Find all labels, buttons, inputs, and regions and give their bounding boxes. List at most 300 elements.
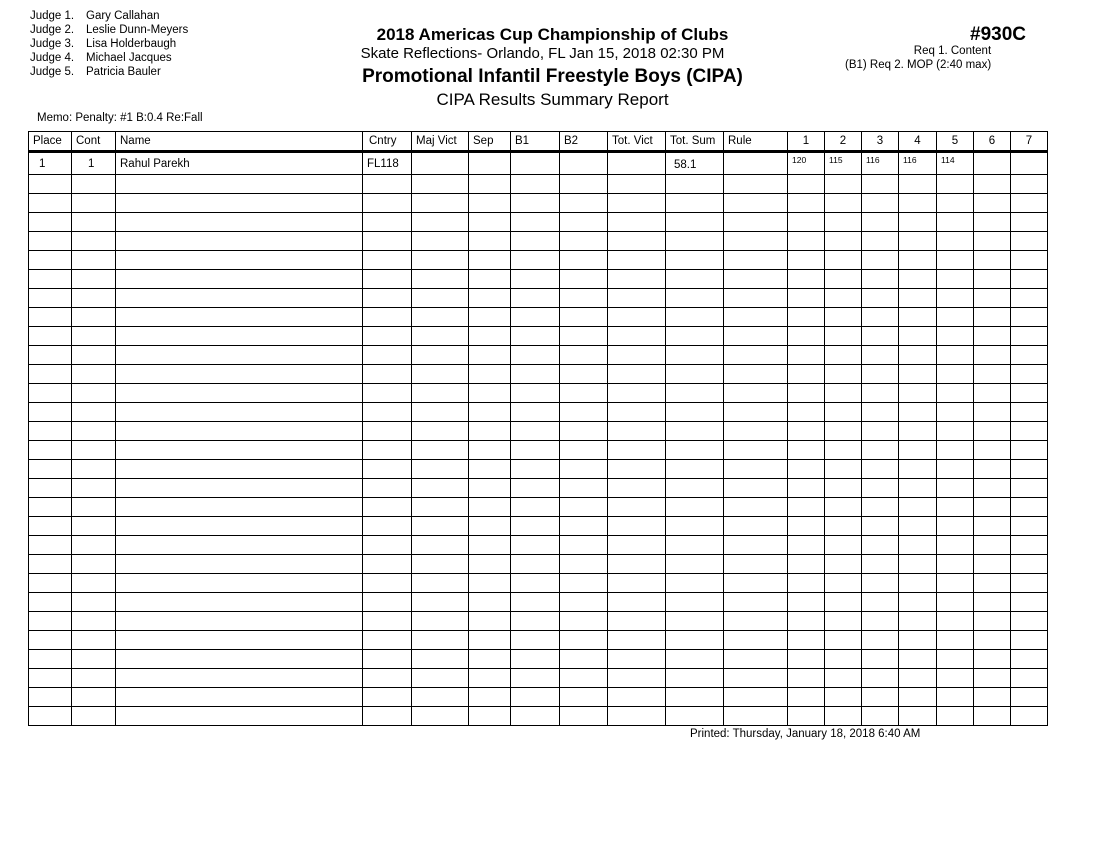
empty-cell [72, 441, 116, 460]
empty-cell [825, 270, 862, 289]
empty-cell [724, 289, 788, 308]
empty-cell [363, 707, 412, 726]
empty-cell [469, 403, 511, 422]
empty-cell [72, 593, 116, 612]
empty-cell [72, 175, 116, 194]
empty-cell [412, 593, 469, 612]
empty-cell [72, 251, 116, 270]
table-row [29, 346, 1048, 365]
empty-cell [825, 346, 862, 365]
empty-cell [825, 213, 862, 232]
empty-cell [937, 593, 974, 612]
empty-cell [363, 479, 412, 498]
empty-cell [608, 498, 666, 517]
empty-cell [1011, 270, 1048, 289]
empty-cell [724, 251, 788, 270]
empty-cell [862, 460, 899, 479]
empty-cell [974, 593, 1011, 612]
empty-cell [724, 650, 788, 669]
empty-cell [608, 213, 666, 232]
column-header: Tot. Vict [608, 132, 666, 152]
empty-cell [412, 213, 469, 232]
empty-cell [511, 669, 560, 688]
empty-cell [666, 593, 724, 612]
empty-cell [666, 650, 724, 669]
empty-cell [937, 650, 974, 669]
empty-cell [666, 232, 724, 251]
empty-cell [116, 460, 363, 479]
table-row [29, 536, 1048, 555]
empty-cell [608, 232, 666, 251]
empty-cell [788, 498, 825, 517]
empty-cell [116, 688, 363, 707]
empty-cell [412, 612, 469, 631]
empty-cell [937, 536, 974, 555]
empty-cell [511, 403, 560, 422]
empty-cell [788, 441, 825, 460]
requirement: Req 1. Content [913, 45, 992, 57]
empty-cell [666, 669, 724, 688]
cell-name: Rahul Parekh [116, 152, 363, 175]
empty-cell [937, 175, 974, 194]
empty-cell [825, 384, 862, 403]
cell-maj-vict [412, 152, 469, 175]
judge-entry [30, 9, 188, 23]
empty-cell [825, 194, 862, 213]
table-row [29, 289, 1048, 308]
empty-cell [825, 555, 862, 574]
empty-cell [363, 346, 412, 365]
empty-cell [560, 251, 608, 270]
empty-cell [899, 232, 937, 251]
empty-cell [937, 479, 974, 498]
empty-cell [899, 479, 937, 498]
empty-cell [788, 479, 825, 498]
empty-cell [862, 251, 899, 270]
empty-cell [666, 555, 724, 574]
empty-cell [560, 498, 608, 517]
empty-cell [666, 517, 724, 536]
empty-cell [862, 346, 899, 365]
empty-cell [511, 422, 560, 441]
empty-cell [899, 555, 937, 574]
empty-cell [72, 270, 116, 289]
empty-cell [825, 669, 862, 688]
judge-number: Judge 1. [30, 10, 75, 22]
empty-cell [788, 460, 825, 479]
empty-cell [1011, 403, 1048, 422]
empty-cell [469, 650, 511, 669]
empty-cell [862, 555, 899, 574]
empty-cell [862, 365, 899, 384]
empty-cell [974, 327, 1011, 346]
empty-cell [1011, 460, 1048, 479]
empty-cell [974, 251, 1011, 270]
empty-cell [363, 403, 412, 422]
empty-cell [899, 612, 937, 631]
empty-cell [608, 422, 666, 441]
empty-cell [862, 308, 899, 327]
empty-cell [1011, 289, 1048, 308]
empty-cell [29, 213, 72, 232]
empty-cell [469, 612, 511, 631]
column-header: 3 [862, 132, 899, 152]
empty-cell [899, 403, 937, 422]
empty-cell [724, 688, 788, 707]
empty-cell [560, 346, 608, 365]
empty-cell [825, 365, 862, 384]
empty-cell [608, 270, 666, 289]
empty-cell [29, 327, 72, 346]
empty-cell [72, 650, 116, 669]
empty-cell [724, 327, 788, 346]
empty-cell [862, 631, 899, 650]
empty-cell [974, 289, 1011, 308]
empty-cell [608, 460, 666, 479]
empty-cell [72, 213, 116, 232]
table-row [29, 707, 1048, 726]
empty-cell [825, 650, 862, 669]
table-header [29, 132, 1048, 152]
empty-cell [899, 384, 937, 403]
empty-cell [29, 555, 72, 574]
empty-cell [1011, 346, 1048, 365]
empty-cell [1011, 555, 1048, 574]
empty-cell [899, 441, 937, 460]
empty-cell [560, 213, 608, 232]
judge-name: Leslie Dunn-Meyers [86, 24, 189, 36]
empty-cell [974, 669, 1011, 688]
empty-cell [937, 327, 974, 346]
empty-cell [899, 498, 937, 517]
empty-cell [937, 289, 974, 308]
empty-cell [29, 365, 72, 384]
empty-cell [363, 460, 412, 479]
empty-cell [469, 498, 511, 517]
empty-cell [29, 669, 72, 688]
table-row [29, 175, 1048, 194]
empty-cell [724, 631, 788, 650]
column-header: 1 [788, 132, 825, 152]
empty-cell [825, 327, 862, 346]
empty-cell [511, 384, 560, 403]
empty-cell [825, 574, 862, 593]
empty-cell [608, 175, 666, 194]
empty-cell [363, 669, 412, 688]
empty-cell [116, 251, 363, 270]
empty-cell [937, 251, 974, 270]
table-row [29, 441, 1048, 460]
empty-cell [511, 232, 560, 251]
empty-cell [1011, 669, 1048, 688]
empty-cell [724, 612, 788, 631]
empty-cell [116, 270, 363, 289]
empty-cell [608, 593, 666, 612]
empty-cell [899, 669, 937, 688]
empty-cell [29, 574, 72, 593]
empty-cell [666, 289, 724, 308]
empty-cell [1011, 251, 1048, 270]
column-header: Place [29, 132, 72, 152]
empty-cell [1011, 631, 1048, 650]
empty-cell [862, 669, 899, 688]
empty-cell [116, 175, 363, 194]
empty-cell [862, 593, 899, 612]
empty-cell [825, 517, 862, 536]
empty-cell [788, 593, 825, 612]
empty-cell [363, 213, 412, 232]
table-row [29, 517, 1048, 536]
cell-judge-score: 115 [825, 152, 862, 175]
empty-cell [1011, 574, 1048, 593]
table-row [29, 327, 1048, 346]
empty-cell [560, 384, 608, 403]
empty-cell [937, 232, 974, 251]
empty-cell [899, 327, 937, 346]
empty-cell [412, 270, 469, 289]
empty-cell [724, 175, 788, 194]
empty-cell [412, 422, 469, 441]
empty-cell [511, 365, 560, 384]
empty-cell [560, 460, 608, 479]
empty-cell [974, 441, 1011, 460]
empty-cell [666, 384, 724, 403]
empty-cell [116, 384, 363, 403]
empty-cell [469, 574, 511, 593]
empty-cell [825, 308, 862, 327]
empty-cell [899, 688, 937, 707]
empty-cell [788, 365, 825, 384]
empty-cell [72, 289, 116, 308]
cell-b2 [560, 152, 608, 175]
empty-cell [29, 631, 72, 650]
empty-cell [116, 707, 363, 726]
empty-cell [1011, 384, 1048, 403]
cell-b1 [511, 152, 560, 175]
empty-cell [469, 669, 511, 688]
empty-cell [511, 479, 560, 498]
empty-cell [511, 555, 560, 574]
table-row [29, 688, 1048, 707]
empty-cell [974, 612, 1011, 631]
column-header: 7 [1011, 132, 1048, 152]
empty-cell [29, 232, 72, 251]
column-header: B2 [560, 132, 608, 152]
empty-cell [72, 612, 116, 631]
empty-cell [511, 251, 560, 270]
empty-cell [788, 650, 825, 669]
empty-cell [469, 555, 511, 574]
empty-cell [937, 612, 974, 631]
empty-cell [899, 270, 937, 289]
empty-cell [974, 460, 1011, 479]
table-row [29, 251, 1048, 270]
empty-cell [724, 194, 788, 213]
empty-cell [1011, 593, 1048, 612]
judge-number: Judge 5. [30, 66, 75, 78]
empty-cell [363, 384, 412, 403]
empty-cell [825, 688, 862, 707]
judge-number: Judge 2. [30, 24, 75, 36]
empty-cell [608, 688, 666, 707]
empty-cell [1011, 422, 1048, 441]
empty-cell [608, 327, 666, 346]
column-header: 2 [825, 132, 862, 152]
empty-cell [29, 498, 72, 517]
empty-cell [899, 346, 937, 365]
empty-cell [788, 574, 825, 593]
venue-date: Skate Reflections- Orlando, FL Jan 15, 2018 02:30 PM [360, 45, 725, 62]
column-header: Sep [469, 132, 511, 152]
cell-cntry: FL118 [363, 152, 412, 175]
empty-cell [974, 175, 1011, 194]
empty-cell [72, 574, 116, 593]
empty-cell [511, 574, 560, 593]
empty-cell [560, 669, 608, 688]
empty-cell [974, 365, 1011, 384]
empty-cell [412, 384, 469, 403]
report-title: CIPA Results Summary Report [436, 90, 669, 109]
empty-cell [937, 308, 974, 327]
empty-cell [666, 251, 724, 270]
empty-cell [1011, 308, 1048, 327]
empty-cell [412, 669, 469, 688]
judge-number: Judge 3. [30, 38, 75, 50]
empty-cell [666, 270, 724, 289]
empty-cell [363, 289, 412, 308]
empty-cell [72, 669, 116, 688]
empty-cell [116, 232, 363, 251]
empty-cell [666, 460, 724, 479]
empty-cell [363, 688, 412, 707]
empty-cell [608, 517, 666, 536]
empty-cell [788, 517, 825, 536]
empty-cell [1011, 612, 1048, 631]
empty-cell [937, 365, 974, 384]
empty-cell [116, 479, 363, 498]
empty-cell [412, 574, 469, 593]
empty-cell [511, 517, 560, 536]
empty-cell [72, 688, 116, 707]
empty-cell [974, 403, 1011, 422]
empty-cell [862, 289, 899, 308]
empty-cell [666, 365, 724, 384]
table-row [29, 213, 1048, 232]
cell-rule [724, 152, 788, 175]
empty-cell [363, 327, 412, 346]
empty-cell [560, 403, 608, 422]
empty-cell [666, 308, 724, 327]
empty-cell [560, 289, 608, 308]
empty-cell [116, 327, 363, 346]
empty-cell [72, 194, 116, 213]
empty-cell [608, 479, 666, 498]
empty-cell [412, 327, 469, 346]
empty-cell [862, 650, 899, 669]
judge-name: Michael Jacques [86, 52, 172, 64]
empty-cell [412, 175, 469, 194]
memo: Memo: Penalty: #1 B:0.4 Re:Fall [37, 112, 203, 124]
empty-cell [974, 213, 1011, 232]
empty-cell [862, 536, 899, 555]
empty-cell [788, 707, 825, 726]
empty-cell [469, 327, 511, 346]
empty-cell [666, 498, 724, 517]
empty-cell [1011, 232, 1048, 251]
empty-cell [412, 403, 469, 422]
empty-cell [724, 669, 788, 688]
empty-cell [72, 555, 116, 574]
empty-cell [825, 289, 862, 308]
empty-cell [724, 346, 788, 365]
empty-cell [412, 479, 469, 498]
empty-cell [29, 460, 72, 479]
judge-name: Gary Callahan [86, 10, 160, 22]
empty-cell [511, 460, 560, 479]
empty-cell [724, 555, 788, 574]
empty-cell [116, 669, 363, 688]
empty-cell [116, 650, 363, 669]
empty-cell [825, 403, 862, 422]
empty-cell [363, 498, 412, 517]
empty-cell [862, 213, 899, 232]
empty-cell [899, 365, 937, 384]
empty-cell [608, 441, 666, 460]
empty-cell [974, 555, 1011, 574]
empty-cell [724, 365, 788, 384]
column-header: Name [116, 132, 363, 152]
empty-cell [899, 631, 937, 650]
empty-cell [937, 688, 974, 707]
table-row [29, 365, 1048, 384]
empty-cell [363, 232, 412, 251]
empty-cell [666, 612, 724, 631]
empty-cell [1011, 213, 1048, 232]
table-row [29, 574, 1048, 593]
empty-cell [469, 688, 511, 707]
empty-cell [511, 175, 560, 194]
empty-cell [788, 270, 825, 289]
empty-cell [724, 479, 788, 498]
empty-cell [511, 194, 560, 213]
table-row [29, 384, 1048, 403]
table-row [29, 650, 1048, 669]
empty-cell [825, 460, 862, 479]
empty-cell [825, 593, 862, 612]
empty-cell [116, 574, 363, 593]
empty-cell [825, 536, 862, 555]
empty-cell [724, 498, 788, 517]
table-row [29, 422, 1048, 441]
empty-cell [29, 650, 72, 669]
empty-cell [1011, 365, 1048, 384]
empty-cell [666, 574, 724, 593]
table-row [29, 194, 1048, 213]
empty-cell [974, 574, 1011, 593]
empty-cell [899, 251, 937, 270]
empty-cell [1011, 479, 1048, 498]
empty-cell [72, 346, 116, 365]
empty-cell [469, 365, 511, 384]
empty-cell [974, 707, 1011, 726]
empty-cell [608, 308, 666, 327]
empty-cell [412, 289, 469, 308]
empty-cell [788, 669, 825, 688]
empty-cell [862, 232, 899, 251]
empty-cell [724, 460, 788, 479]
judge-name: Lisa Holderbaugh [86, 38, 177, 50]
empty-cell [608, 650, 666, 669]
